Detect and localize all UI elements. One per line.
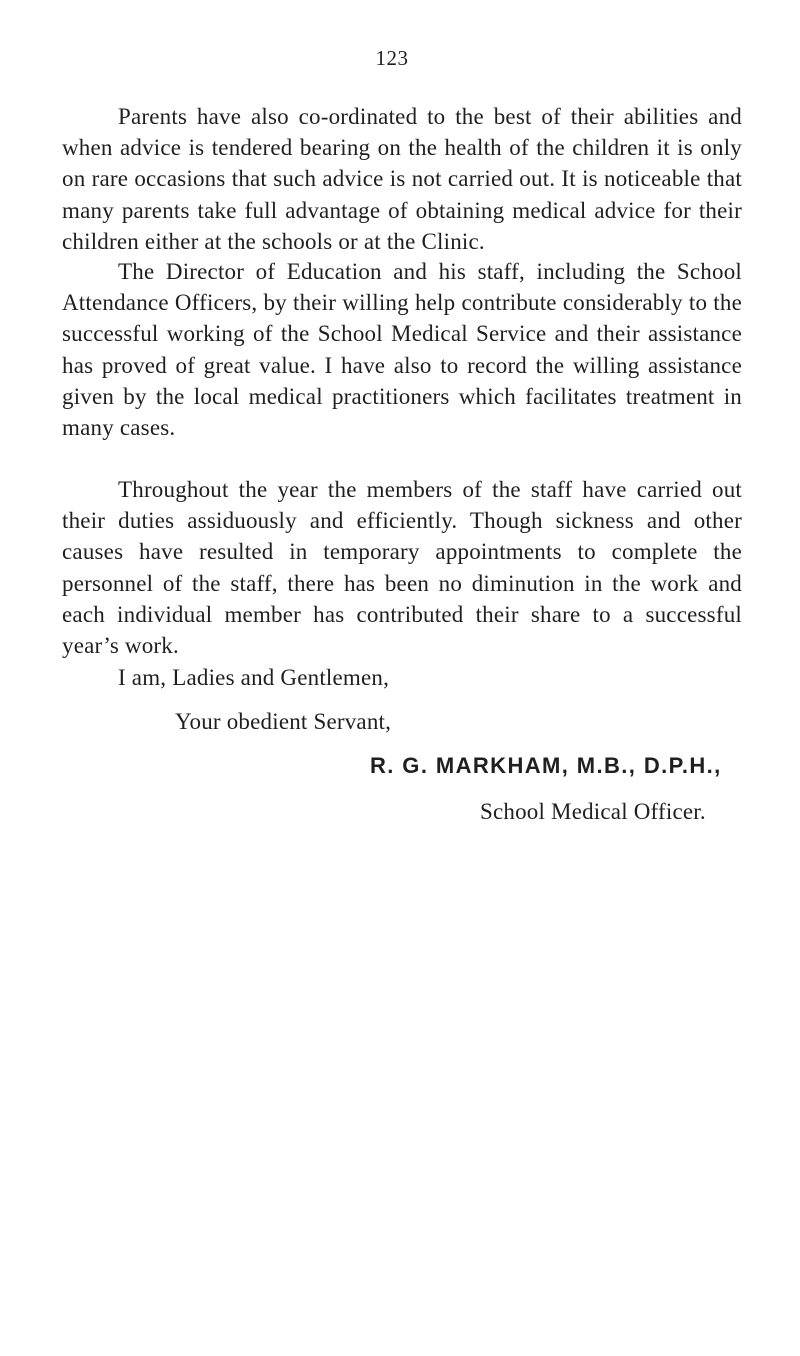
paragraph-director: The Director of Education and his staff, including the School Attendance Officers, by their willing help contribute considerably to the successful working of the School Medical Service and their assistance has proved of great value. I have also to record the willing assistance given by the local medical practitioners which facilitates treatment in many cases.: [62, 259, 742, 441]
closing-salutation: I am, Ladies and Gentlemen,: [118, 665, 390, 690]
paragraph-staff: Throughout the year the members of the staff have carried out their duties assiduously and efficiently. Though sickness and other causes have resulted in temporary appointments to complete the personnel of the staff, there has been no diminution in the work and each individual member has contributed their share to a successful year’s work.: [62, 477, 742, 659]
signatory-name: R. G. MARKHAM, M.B., D.P.H.,: [370, 753, 722, 778]
page-number: 123: [375, 46, 409, 70]
closing-valediction: Your obedient Servant,: [175, 709, 392, 734]
signatory-title: School Medical Officer.: [480, 799, 706, 824]
paragraph-parents: Parents have also co-ordinated to the best of their abilities and when advice is tendered bearing on the health of the children it is only on rare occasions that such advice is not carried out. It is noticeable that many parents take full advantage of obtaining medical advice for their children either at the schools or at the Clinic.: [62, 104, 742, 254]
